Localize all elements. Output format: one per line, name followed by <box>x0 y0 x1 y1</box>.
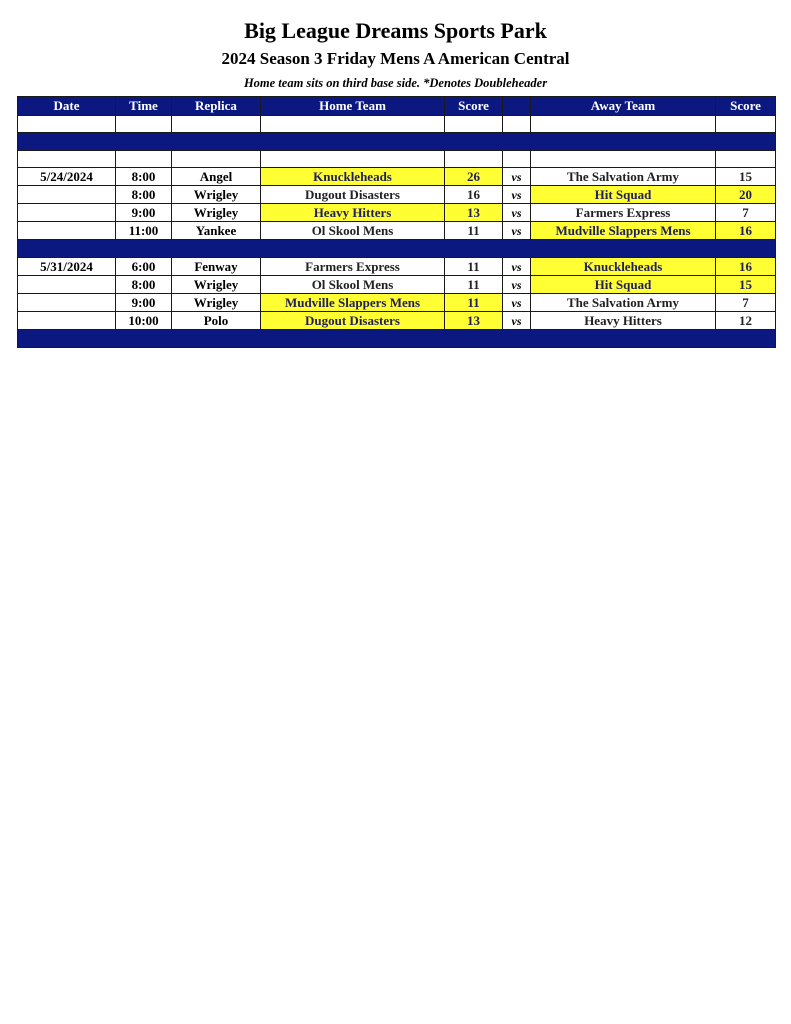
away-score-cell: 20 <box>716 186 776 204</box>
away-team-cell: Heavy Hitters <box>531 312 716 330</box>
date-cell <box>18 312 116 330</box>
home-team-cell: Ol Skool Mens <box>261 222 445 240</box>
replica-cell: Yankee <box>172 222 261 240</box>
date-cell: 5/24/2024 <box>18 168 116 186</box>
date-cell <box>18 222 116 240</box>
vs-cell: vs <box>503 276 531 294</box>
away-team-cell: The Salvation Army <box>531 294 716 312</box>
home-team-cell: Dugout Disasters <box>261 312 445 330</box>
table-row <box>18 204 776 222</box>
replica-cell: Polo <box>172 312 261 330</box>
column-header-vs <box>503 97 531 116</box>
table-row <box>18 222 776 240</box>
date-cell <box>18 186 116 204</box>
vs-cell: vs <box>503 294 531 312</box>
home-score-cell: 16 <box>445 186 503 204</box>
home-team-cell: Dugout Disasters <box>261 186 445 204</box>
time-cell: 9:00 <box>116 204 172 222</box>
away-team-cell: Mudville Slappers Mens <box>531 222 716 240</box>
home-team-cell: Mudville Slappers Mens <box>261 294 445 312</box>
replica-cell: Wrigley <box>172 294 261 312</box>
home-score-cell: 11 <box>445 258 503 276</box>
date-cell <box>18 204 116 222</box>
table-row <box>18 294 776 312</box>
replica-cell: Wrigley <box>172 276 261 294</box>
week-divider <box>18 240 776 258</box>
column-header-replica: Replica <box>172 97 261 116</box>
replica-cell: Fenway <box>172 258 261 276</box>
table-row <box>18 276 776 294</box>
week-divider <box>18 330 776 348</box>
replica-cell: Wrigley <box>172 186 261 204</box>
away-score-cell: 15 <box>716 168 776 186</box>
vs-cell: vs <box>503 258 531 276</box>
week-divider <box>18 133 776 151</box>
page-title: Big League Dreams Sports Park <box>244 18 547 43</box>
schedule-body <box>18 116 776 348</box>
home-score-cell: 26 <box>445 168 503 186</box>
time-cell: 10:00 <box>116 312 172 330</box>
home-team-cell: Ol Skool Mens <box>261 276 445 294</box>
away-score-cell: 15 <box>716 276 776 294</box>
date-cell: 5/31/2024 <box>18 258 116 276</box>
home-score-cell: 13 <box>445 312 503 330</box>
home-team-cell: Knuckleheads <box>261 168 445 186</box>
column-header-date: Date <box>18 97 116 116</box>
home-team-cell: Heavy Hitters <box>261 204 445 222</box>
away-score-cell: 16 <box>716 258 776 276</box>
away-score-cell: 16 <box>716 222 776 240</box>
home-score-cell: 11 <box>445 222 503 240</box>
home-team-cell: Farmers Express <box>261 258 445 276</box>
blank-row <box>18 116 776 133</box>
replica-cell: Angel <box>172 168 261 186</box>
time-cell: 8:00 <box>116 168 172 186</box>
date-cell <box>18 276 116 294</box>
column-header-home-score: Score <box>445 97 503 116</box>
schedule-table <box>17 96 776 348</box>
away-team-cell: Hit Squad <box>531 186 716 204</box>
vs-cell: vs <box>503 222 531 240</box>
away-score-cell: 7 <box>716 204 776 222</box>
home-score-cell: 11 <box>445 294 503 312</box>
page-subtitle: 2024 Season 3 Friday Mens A American Central <box>221 49 570 68</box>
column-header-away-score: Score <box>716 97 776 116</box>
away-team-cell: Knuckleheads <box>531 258 716 276</box>
vs-cell: vs <box>503 186 531 204</box>
away-score-cell: 12 <box>716 312 776 330</box>
column-header-time: Time <box>116 97 172 116</box>
away-score-cell: 7 <box>716 294 776 312</box>
table-row <box>18 168 776 186</box>
table-row <box>18 312 776 330</box>
time-cell: 6:00 <box>116 258 172 276</box>
date-cell <box>18 294 116 312</box>
vs-cell: vs <box>503 312 531 330</box>
column-header-away-team: Away Team <box>531 97 716 116</box>
vs-cell: vs <box>503 204 531 222</box>
seating-note: Home team sits on third base side. *Denotes Doubleheader <box>243 76 548 90</box>
table-row <box>18 186 776 204</box>
time-cell: 9:00 <box>116 294 172 312</box>
header-row <box>18 97 776 116</box>
time-cell: 8:00 <box>116 276 172 294</box>
time-cell: 8:00 <box>116 186 172 204</box>
home-score-cell: 13 <box>445 204 503 222</box>
away-team-cell: Farmers Express <box>531 204 716 222</box>
column-header-home-team: Home Team <box>261 97 445 116</box>
replica-cell: Wrigley <box>172 204 261 222</box>
vs-cell: vs <box>503 168 531 186</box>
table-row <box>18 258 776 276</box>
blank-row <box>18 151 776 168</box>
away-team-cell: The Salvation Army <box>531 168 716 186</box>
away-team-cell: Hit Squad <box>531 276 716 294</box>
time-cell: 11:00 <box>116 222 172 240</box>
home-score-cell: 11 <box>445 276 503 294</box>
